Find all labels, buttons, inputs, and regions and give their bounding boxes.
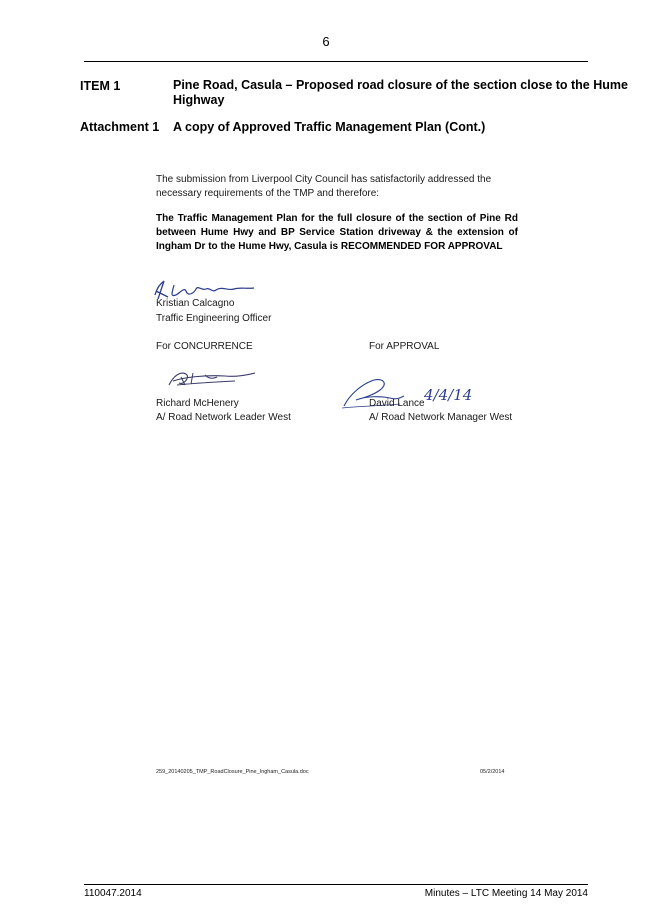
recommendation-text: The Traffic Management Plan for the full closure of the section of Pine Rd between Hume Hwy and BP Service Station driveway & the extension of Ingham Dr to the Hume Hwy, Casula is RECOMMENDED FOR APPROVAL	[156, 213, 518, 252]
footer-meeting: Minutes – LTC Meeting 14 May 2014	[424, 888, 588, 899]
footer-divider	[84, 884, 588, 885]
header-divider	[84, 61, 588, 62]
footer-document-number: 110047.2014	[84, 888, 142, 899]
concurrence-name: Richard McHenery	[156, 398, 239, 409]
item-label: ITEM 1	[80, 79, 121, 93]
file-reference: 259_20140205_TMP_RoadClosure_Pine_Ingham_Casula.doc	[156, 769, 309, 775]
approval-heading: For APPROVAL	[369, 341, 440, 352]
concurrence-title: A/ Road Network Leader West	[156, 412, 291, 423]
officer-name: Kristian Calcagno	[156, 298, 235, 309]
approval-date: 4/4/14	[424, 386, 473, 404]
page-number: 6	[322, 34, 330, 49]
approval-name: David Lance	[369, 398, 425, 409]
attachment-label: Attachment 1	[80, 120, 160, 134]
document-date: 05/2/2014	[480, 769, 505, 775]
attachment-title: A copy of Approved Traffic Management Plan (Cont.)	[173, 120, 486, 134]
concurrence-signature	[165, 367, 260, 391]
approval-title: A/ Road Network Manager West	[369, 412, 513, 423]
item-title: Pine Road, Casula – Proposed road closure of the section close to the Hume Highway	[173, 78, 628, 107]
officer-title: Traffic Engineering Officer	[156, 313, 272, 324]
letter-intro: The submission from Liverpool City Council has satisfactorily addressed the necessary requirements of the TMP and therefore:	[156, 174, 492, 199]
concurrence-heading: For CONCURRENCE	[156, 341, 253, 352]
